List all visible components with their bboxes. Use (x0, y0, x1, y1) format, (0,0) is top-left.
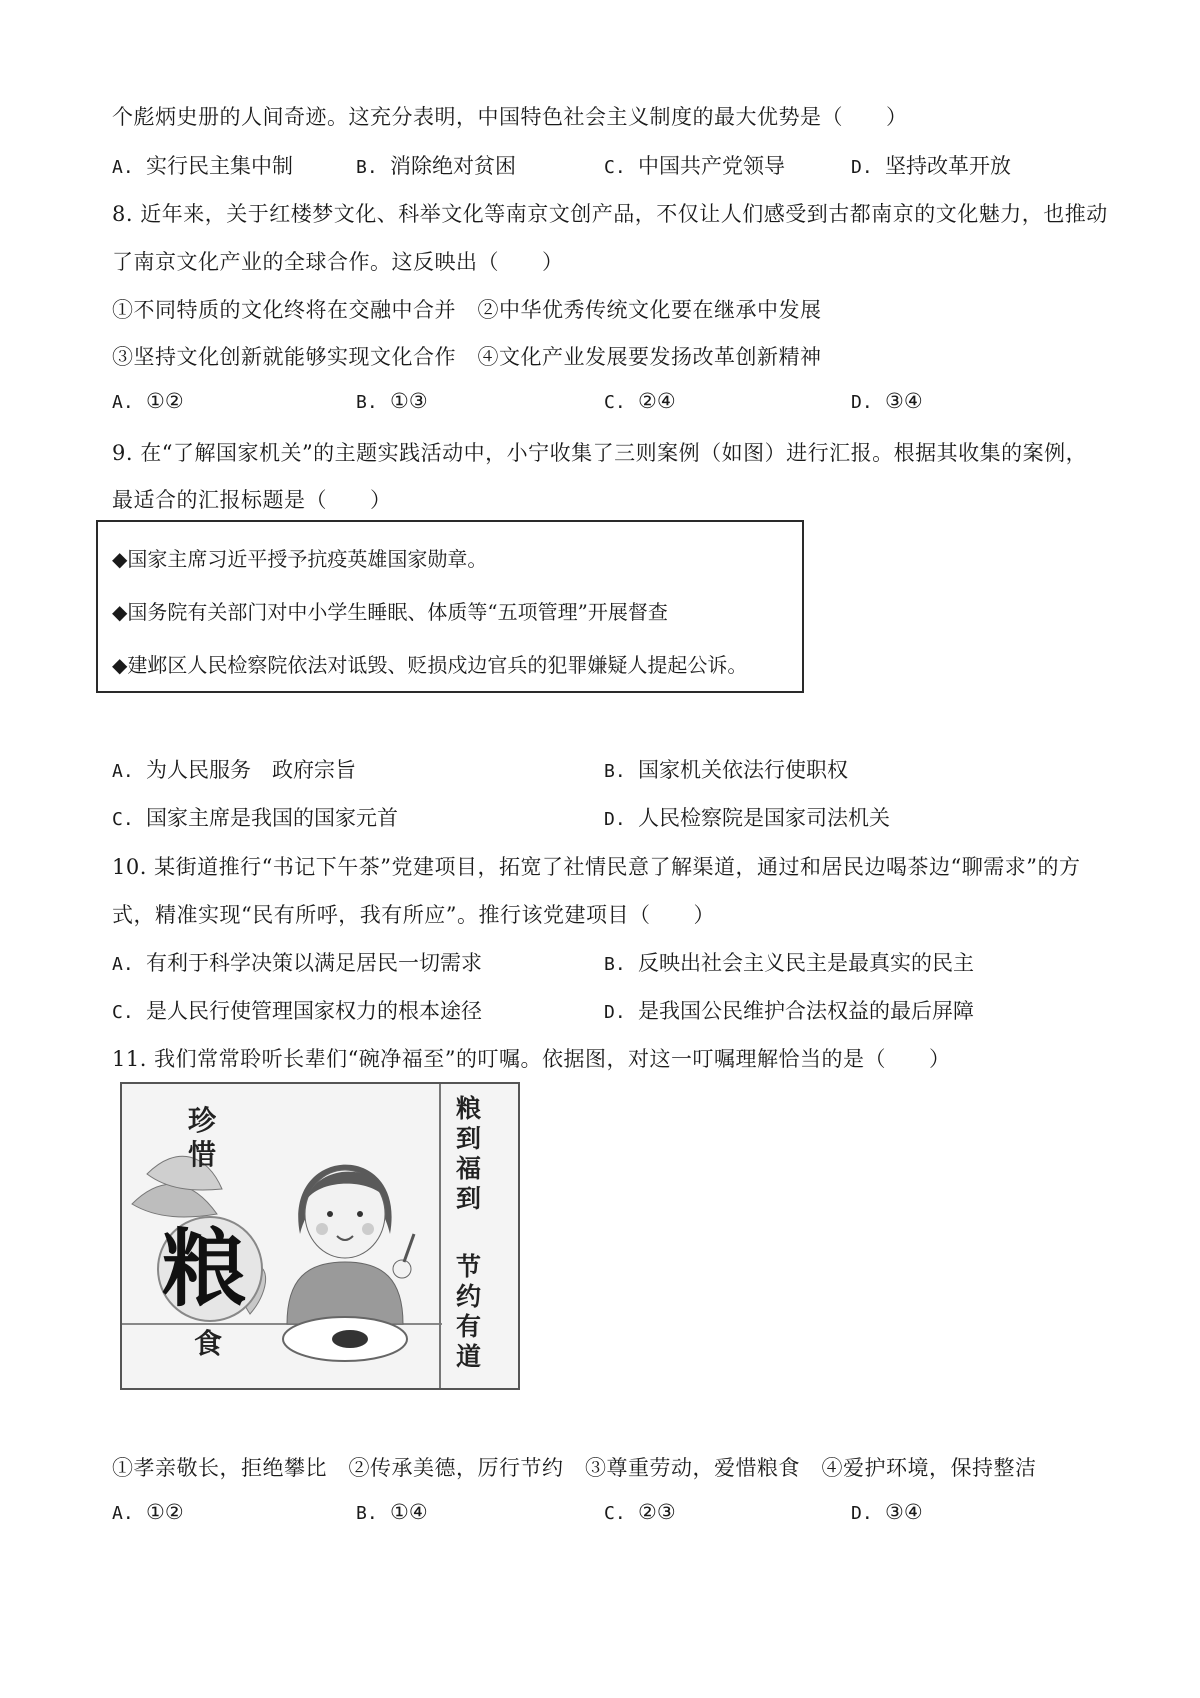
q7-option-b[interactable]: B. 消除绝对贫困 (356, 154, 516, 178)
q7-option-d[interactable]: D. 坚持改革开放 (851, 154, 1011, 178)
poster-title-bottom: 食 (194, 1327, 223, 1360)
poster-title-big: 粮 (162, 1220, 247, 1318)
q9-case-1: ◆国家主席习近平授予抗疫英雄国家勋章。 (112, 547, 488, 571)
q11-option-b[interactable]: B. ①④ (356, 1500, 428, 1524)
q10-stem-line1: 10. 某街道推行“书记下午茶”党建项目，拓宽了社情民意了解渠道，通过和居民边喝茶边“聊需求”的方 (112, 855, 1081, 879)
q10-option-a[interactable]: A. 有利于科学决策以满足居民一切需求 (112, 951, 482, 975)
q11-stem: 11. 我们常常聆听长辈们“碗净福至”的叮嘱。依据图，对这一叮嘱理解恰当的是（ ） (112, 1047, 951, 1071)
q8-statements-2: ③坚持文化创新就能够实现文化合作 ④文化产业发展要发扬改革创新精神 (112, 345, 822, 369)
q9-option-b[interactable]: B. 国家机关依法行使职权 (604, 758, 848, 782)
q9-option-a[interactable]: A. 为人民服务 政府宗旨 (112, 758, 356, 782)
q11-option-c[interactable]: C. ②③ (604, 1500, 676, 1524)
q10-option-d[interactable]: D. 是我国公民维护合法权益的最后屏障 (604, 999, 974, 1023)
q8-option-c[interactable]: C. ②④ (604, 389, 676, 413)
q9-case-2: ◆国务院有关部门对中小学生睡眠、体质等“五项管理”开展督查 (112, 600, 668, 624)
q7-option-c[interactable]: C. 中国共产党领导 (604, 154, 785, 178)
q8-statements-1: ①不同特质的文化终将在交融中合并 ②中华优秀传统文化要在继承中发展 (112, 298, 822, 322)
q11-illustration (120, 1082, 520, 1390)
q9-option-c[interactable]: C. 国家主席是我国的国家元首 (112, 806, 398, 830)
q8-option-d[interactable]: D. ③④ (851, 389, 923, 413)
q10-option-c[interactable]: C. 是人民行使管理国家权力的根本途径 (112, 999, 482, 1023)
q7-stem: 个彪炳史册的人间奇迹。这充分表明，中国特色社会主义制度的最大优势是（ ） (112, 105, 908, 129)
poster-slogan-1: 粮到福到 (456, 1094, 482, 1213)
q11-option-a[interactable]: A. ①② (112, 1500, 184, 1524)
q9-stem-line1: 9. 在“了解国家机关”的主题实践活动中，小宁收集了三则案例（如图）进行汇报。根据其收集的案例， (112, 441, 1088, 465)
q8-option-b[interactable]: B. ①③ (356, 389, 428, 413)
q8-option-a[interactable]: A. ①② (112, 389, 184, 413)
q8-stem-line1: 8. 近年来，关于红楼梦文化、科举文化等南京文创产品，不仅让人们感受到古都南京的文化魅力，也推动 (112, 202, 1108, 226)
q9-stem-line2: 最适合的汇报标题是（ ） (112, 488, 392, 512)
poster-title-top: 珍惜 (188, 1104, 217, 1171)
poster-slogan-2: 节约有道 (456, 1252, 482, 1371)
q9-case-box (96, 520, 804, 693)
q9-case-3: ◆建邺区人民检察院依法对诋毁、贬损戍边官兵的犯罪嫌疑人提起公诉。 (112, 653, 748, 677)
q11-option-d[interactable]: D. ③④ (851, 1500, 923, 1524)
q10-option-b[interactable]: B. 反映出社会主义民主是最真实的民主 (604, 951, 974, 975)
q7-option-a[interactable]: A. 实行民主集中制 (112, 154, 293, 178)
q9-option-d[interactable]: D. 人民检察院是国家司法机关 (604, 806, 890, 830)
q8-stem-line2: 了南京文化产业的全球合作。这反映出（ ） (112, 250, 564, 274)
q10-stem-line2: 式，精准实现“民有所呼，我有所应”。推行该党建项目（ ） (112, 903, 715, 927)
q11-statements: ①孝亲敬长，拒绝攀比 ②传承美德，厉行节约 ③尊重劳动，爱惜粮食 ④爱护环境，保持整洁 (112, 1456, 1037, 1480)
